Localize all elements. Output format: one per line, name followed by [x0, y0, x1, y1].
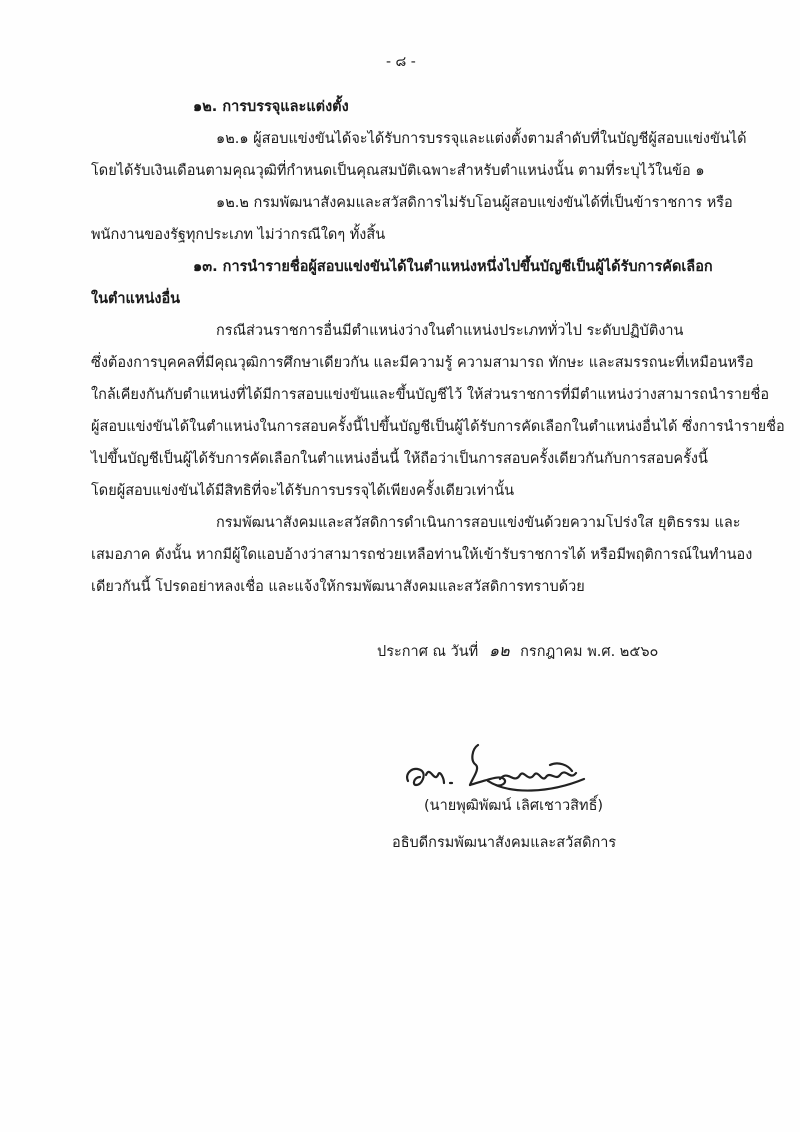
- notice-line: กรมพัฒนาสังคมและสวัสดิการดำเนินการสอบแข่งขันด้วยความโปร่งใส ยุติธรรม และ: [216, 515, 741, 531]
- section-13-para-line: ผู้สอบแข่งขันได้ในตำแหน่งในการสอบครั้งนี้ไปขึ้นบัญชีเป็นผู้ได้รับการคัดเลือกในตำแหน่งอื่นได้ ซึ่งการนำรายชื่อ: [91, 419, 785, 435]
- section-13-para-line: ไปขึ้นบัญชีเป็นผู้ได้รับการคัดเลือกในตำแหน่งอื่นนี้ ให้ถือว่าเป็นการสอบครั้งเดียวกันกับการสอบครั้งนี้: [91, 451, 708, 467]
- section-13-heading-line-2: ในตำแหน่งอื่น: [91, 291, 181, 307]
- section-13-heading-line-1: ๑๓. การนำรายชื่อผู้สอบแข่งขันได้ในตำแหน่งหนึ่งไปขึ้นบัญชีเป็นผู้ได้รับการคัดเลือก: [193, 259, 713, 275]
- section-12-2-line-1: ๑๒.๒ กรมพัฒนาสังคมและสวัสดิการไม่รับโอนผู้สอบแข่งขันได้ที่เป็นข้าราชการ หรือ: [216, 195, 733, 211]
- notice-line: เสมอภาค ดังนั้น หากมีผู้ใดแอบอ้างว่าสามารถช่วยเหลือท่านให้เข้ารับราชการได้ หรือมีพฤติการณ์ในทำนอง: [91, 547, 753, 563]
- announcement-month-year: กรกฎาคม พ.ศ. ๒๕๖๐: [520, 644, 659, 660]
- signatory-title: อธิบดีกรมพัฒนาสังคมและสวัสดิการ: [392, 835, 617, 851]
- signature-image: [400, 735, 590, 800]
- signatory-name: (นายพุฒิพัฒน์ เลิศเชาวสิทธิ์): [424, 798, 604, 814]
- section-12-heading: ๑๒. การบรรจุและแต่งตั้ง: [193, 99, 349, 115]
- section-13-para-line: ใกล้เคียงกันกับตำแหน่งที่ได้มีการสอบแข่งขันและขึ้นบัญชีไว้ ให้ส่วนราชการที่มีตำแหน่งว่างสามารถนำรายชื่อ: [91, 387, 770, 403]
- page-number: - ๘ -: [386, 54, 416, 70]
- section-12-2-line-2: พนักงานของรัฐทุกประเภท ไม่ว่ากรณีใดๆ ทั้งสิ้น: [91, 227, 386, 243]
- section-12-1-line-1: ๑๒.๑ ผู้สอบแข่งขันได้จะได้รับการบรรจุและแต่งตั้งตามลำดับที่ในบัญชีผู้สอบแข่งขันได้: [216, 131, 747, 147]
- notice-line: เดียวกันนี้ โปรดอย่าหลงเชื่อ และแจ้งให้กรมพัฒนาสังคมและสวัสดิการทราบด้วย: [91, 579, 585, 595]
- announcement-day: ๑๒: [488, 641, 510, 660]
- section-13-para-line: กรณีส่วนราชการอื่นมีตำแหน่งว่างในตำแหน่งประเภททั่วไป ระดับปฏิบัติงาน: [216, 323, 684, 339]
- announcement-date: [377, 641, 658, 662]
- section-13-para-line: ซึ่งต้องการบุคคลที่มีคุณวุฒิการศึกษาเดียวกัน และมีความรู้ ความสามารถ ทักษะ และสมรรถนะที่เหมือนหรือ: [91, 355, 754, 371]
- section-13-para-line: โดยผู้สอบแข่งขันได้มีสิทธิที่จะได้รับการบรรจุได้เพียงครั้งเดียวเท่านั้น: [91, 483, 515, 499]
- announcement-prefix: ประกาศ ณ วันที่: [377, 644, 479, 660]
- section-12-1-line-2: โดยได้รับเงินเดือนตามคุณวุฒิที่กำหนดเป็นคุณสมบัติเฉพาะสำหรับตำแหน่งนั้น ตามที่ระบุไว้ในข้อ ๑: [91, 163, 705, 179]
